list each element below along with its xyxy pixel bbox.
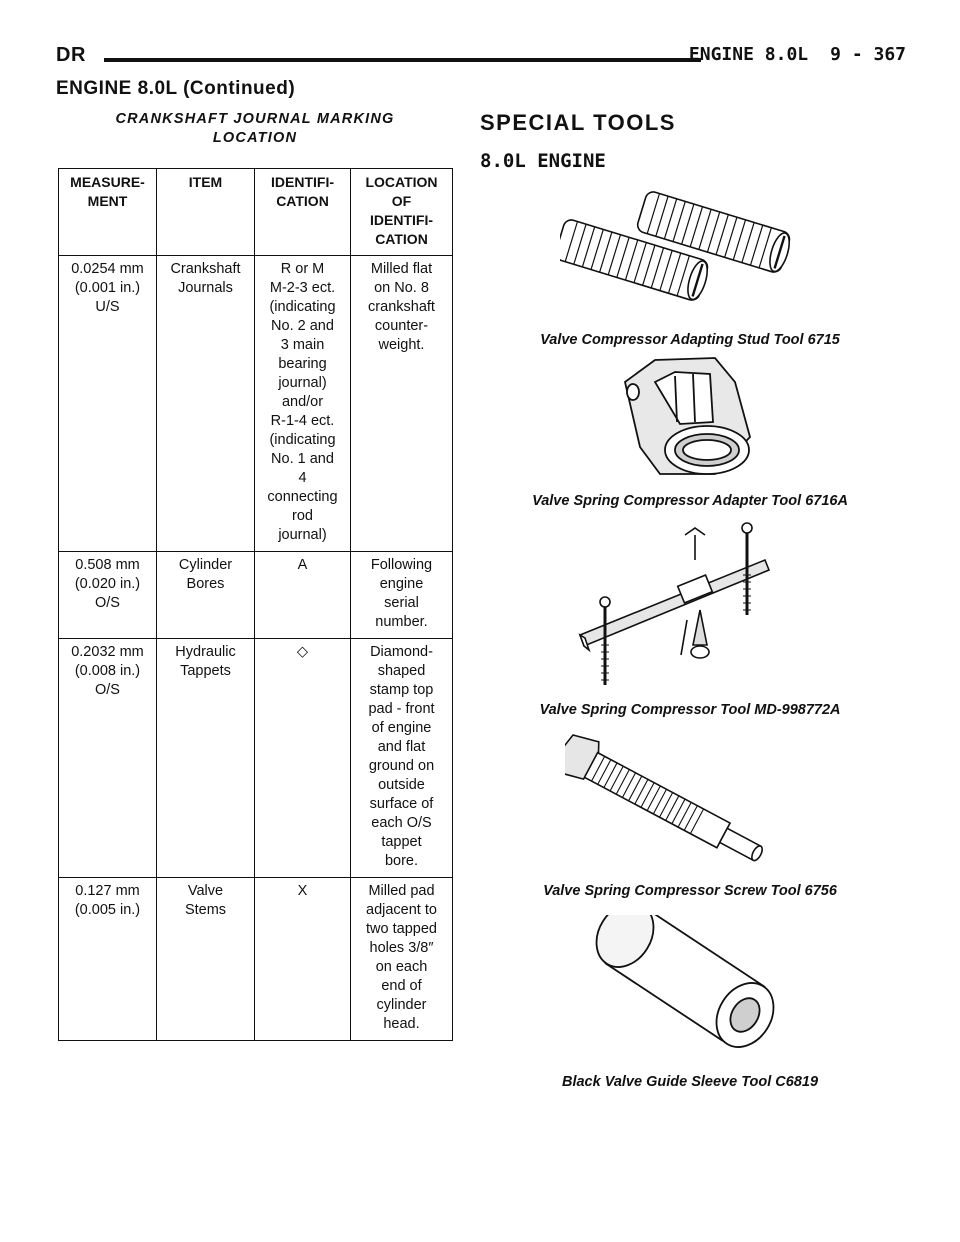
cell-line: 0.0254 mm — [71, 261, 144, 277]
table-row — [59, 639, 453, 878]
cell-line: head. — [383, 1016, 420, 1032]
special-tools-heading: SPECIAL TOOLS — [480, 110, 676, 135]
table-cell — [255, 552, 351, 639]
cell-line: bearing — [278, 356, 327, 372]
cell-line: (indicating — [269, 299, 336, 315]
cell-line: serial — [384, 595, 419, 611]
cell-line: outside — [378, 777, 425, 793]
header-right — [667, 44, 906, 65]
page-number: 9 - 367 — [830, 44, 906, 65]
cell-line: engine — [379, 576, 424, 592]
section-code: DR — [56, 44, 86, 66]
table-cell — [157, 639, 255, 878]
cell-line: (0.008 in.) — [74, 663, 141, 679]
cell-line: 3 main — [280, 337, 325, 353]
cell-line: number. — [375, 614, 428, 630]
table-cell — [351, 639, 453, 878]
table-header-row — [59, 169, 453, 256]
table-title — [58, 110, 452, 148]
table-cell — [255, 639, 351, 878]
table-row — [59, 552, 453, 639]
cell-line: (0.001 in.) — [74, 280, 141, 296]
cell-line: Tappets — [180, 663, 231, 679]
tool-caption-compressor-adapter: Valve Spring Compressor Adapter Tool 6716A — [532, 493, 848, 509]
cell-line: (0.005 in.) — [74, 902, 141, 918]
table-row — [59, 878, 453, 1041]
tool-caption-guide-sleeve: Black Valve Guide Sleeve Tool C6819 — [561, 1074, 819, 1090]
cell-line: Milled pad — [368, 883, 435, 899]
table-title-line-2: LOCATION — [212, 130, 298, 146]
table-cell — [255, 878, 351, 1041]
cell-line: O/S — [95, 595, 120, 611]
cell-line: M-2-3 ect. — [269, 280, 336, 296]
cell-line: connecting — [267, 489, 338, 505]
cell-line: Bores — [186, 576, 225, 592]
table-cell — [351, 256, 453, 552]
page-header — [56, 38, 906, 78]
cell-line: journal) — [278, 375, 327, 391]
cell-line: O/S — [95, 682, 120, 698]
tool-caption-compressor-tool: Valve Spring Compressor Tool MD-998772A — [539, 702, 841, 718]
table-title-line-1: CRANKSHAFT JOURNAL MARKING — [115, 111, 395, 127]
cell-line: U/S — [95, 299, 120, 315]
cell-line: Hydraulic — [175, 644, 236, 660]
cell-line: shaped — [377, 663, 426, 679]
cell-line: Cylinder — [178, 557, 233, 573]
cell-line: X — [297, 883, 308, 899]
continued-heading: ENGINE 8.0L (Continued) — [56, 78, 296, 99]
cell-line: Valve — [187, 883, 224, 899]
cell-line: rod — [292, 508, 313, 524]
cell-line: 0.127 mm — [75, 883, 140, 899]
cell-line: surface of — [369, 796, 434, 812]
table-cell — [351, 552, 453, 639]
cell-line: R or M — [280, 261, 325, 277]
table-cell — [157, 256, 255, 552]
cell-line: (0.020 in.) — [74, 576, 141, 592]
table-cell — [157, 878, 255, 1041]
cell-line: crankshaft — [368, 299, 435, 315]
cell-line: Journals — [178, 280, 233, 296]
crankshaft-marking-table — [58, 168, 453, 1041]
table-cell — [255, 256, 351, 552]
cell-line: (indicating — [269, 432, 336, 448]
cell-line: stamp top — [369, 682, 434, 698]
cell-line: two tapped — [366, 921, 437, 937]
cell-line: Milled flat — [370, 261, 433, 277]
compressor-screw-illustration — [565, 725, 795, 870]
header-title: ENGINE 8.0L — [688, 44, 809, 65]
cell-line: 4 — [298, 470, 307, 486]
cell-line: journal) — [278, 527, 327, 543]
engine-subheading: 8.0L ENGINE — [480, 150, 606, 172]
header-cell: IDENTIFI- CATION — [255, 169, 351, 256]
table-cell — [59, 256, 157, 552]
cell-line: weight. — [378, 337, 425, 353]
header-cell: LOCATION OF IDENTIFI- CATION — [351, 169, 453, 256]
cell-line: Following — [370, 557, 433, 573]
cell-line: holes 3/8″ — [369, 940, 434, 956]
cell-line: No. 2 and — [271, 318, 334, 334]
cell-line: ◇ — [296, 644, 309, 660]
cell-line: counter- — [374, 318, 429, 334]
cell-line: R-1-4 ect. — [270, 413, 335, 429]
cell-line: adjacent to — [366, 902, 437, 918]
cell-line: and/or — [281, 394, 324, 410]
cell-line: and flat — [377, 739, 426, 755]
cell-line: ground on — [368, 758, 435, 774]
cell-line: tappet — [381, 834, 422, 850]
cell-line: bore. — [384, 853, 419, 869]
compressor-tool-illustration — [575, 520, 775, 695]
table-row — [59, 256, 453, 552]
cell-line: Diamond- — [370, 644, 433, 660]
cell-line: Crankshaft — [170, 261, 241, 277]
header-cell: ITEM — [157, 169, 255, 256]
cell-line: pad - front — [368, 701, 435, 717]
header-rule — [104, 58, 701, 62]
cell-line: Stems — [184, 902, 227, 918]
tool-caption-compressor-screw: Valve Spring Compressor Screw Tool 6756 — [543, 883, 837, 899]
table-cell — [351, 878, 453, 1041]
tool-caption-adapting-stud: Valve Compressor Adapting Stud Tool 6715 — [540, 332, 840, 348]
cell-line: 0.508 mm — [75, 557, 140, 573]
adapting-stud-illustration — [560, 178, 800, 328]
cell-line: on No. 8 — [374, 280, 429, 296]
cell-line: No. 1 and — [271, 451, 334, 467]
cell-line: A — [297, 557, 308, 573]
cell-line: on each — [375, 959, 428, 975]
header-cell: MEASURE- MENT — [59, 169, 157, 256]
cell-line: cylinder — [376, 997, 427, 1013]
guide-sleeve-illustration — [585, 915, 795, 1075]
cell-line: end of — [381, 978, 422, 994]
cell-line: of engine — [371, 720, 432, 736]
table-cell — [59, 639, 157, 878]
table-cell — [157, 552, 255, 639]
compressor-adapter-illustration — [615, 352, 765, 482]
table-cell — [59, 552, 157, 639]
cell-line: each O/S — [371, 815, 432, 831]
cell-line: 0.2032 mm — [71, 644, 144, 660]
table-cell — [59, 878, 157, 1041]
